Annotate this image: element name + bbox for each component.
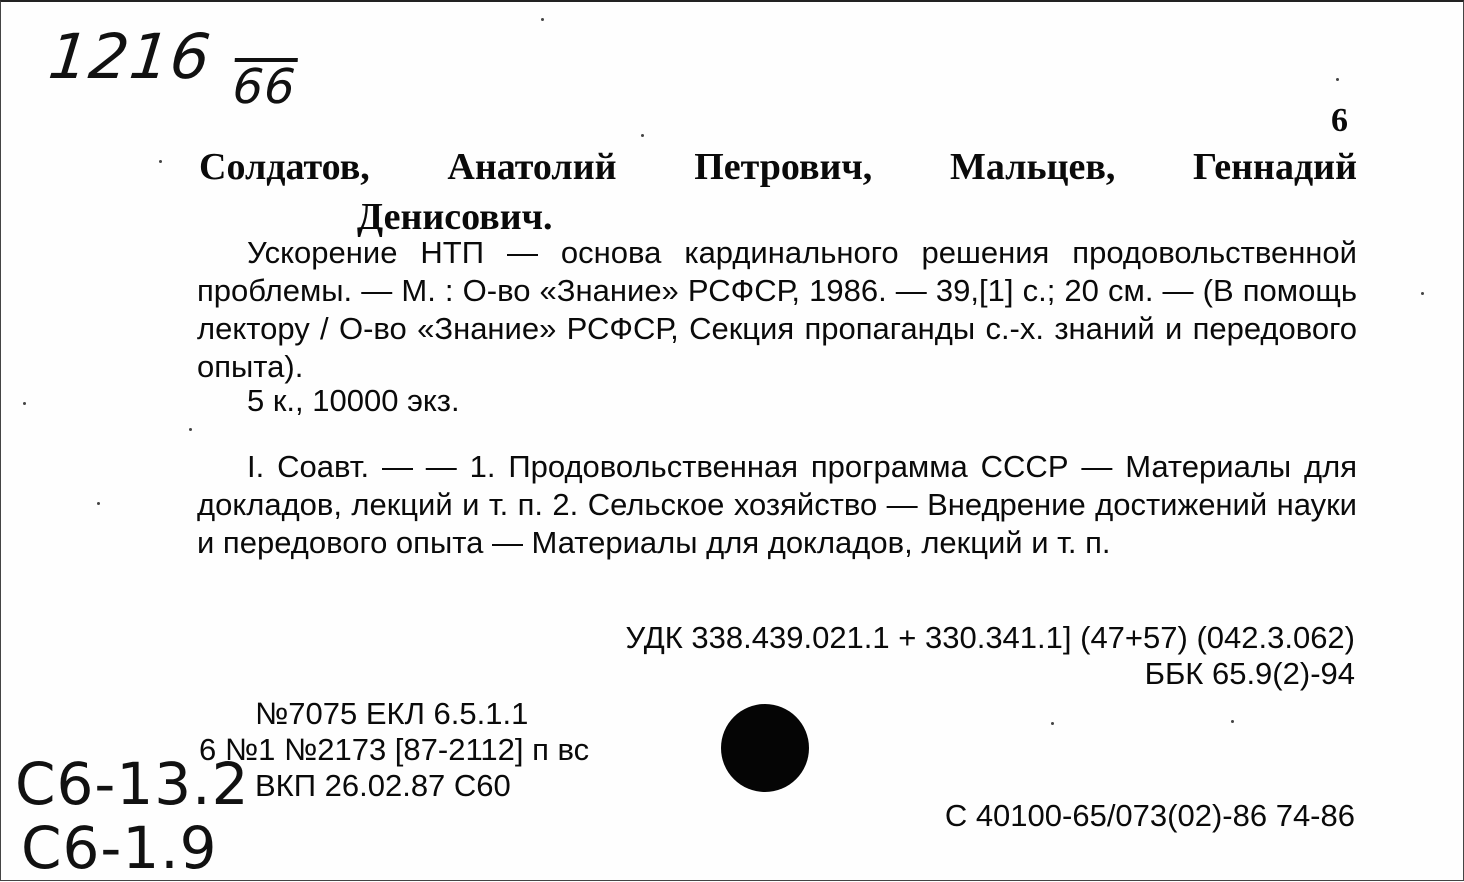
subject-headings: I. Соавт. — — 1. Продовольственная программа СССР — Материалы для докладов, лекций и т. п. 2. Сельское хозяйство — Внедрение достижений науки и передового опыта — Материалы для докладов, лекций и т. п. (197, 449, 1357, 560)
scan-speck (1421, 292, 1424, 295)
author2-patronymic: Денисович. (357, 196, 553, 238)
card-number: 6 (1331, 102, 1348, 139)
scan-speck (1051, 722, 1054, 725)
authors-heading (199, 142, 1357, 242)
scan-speck (97, 502, 100, 505)
tech-line-3: ВКП 26.02.87 С60 (255, 768, 511, 803)
authors-line-1 (199, 142, 1357, 192)
bbk-index: ББК 65.9(2)-94 (1144, 656, 1355, 691)
author2-name: Геннадий (1193, 146, 1357, 188)
scan-speck (189, 428, 192, 431)
author1-surname: Солдатов, (199, 146, 370, 188)
handwritten-shelf-code-2: C6-1.9 (21, 814, 218, 882)
handwritten-inventory-fraction: 66 (230, 59, 298, 115)
author1-name: Анатолий (447, 146, 617, 188)
tech-line-2: 6 №1 №2173 [87-2112] п вс (199, 732, 590, 767)
price-and-print-run: 5 к., 10000 экз. (247, 383, 460, 418)
punch-hole (721, 704, 809, 792)
tech-line-1: №7075 ЕКЛ 6.5.1.1 (255, 696, 529, 731)
scan-speck (159, 160, 162, 163)
udk-index: УДК 338.439.021.1 + 330.341.1] (47+57) (042.3.062) (625, 620, 1355, 655)
author2-surname: Мальцев, (949, 146, 1116, 188)
scan-speck (23, 402, 26, 405)
scan-speck (541, 18, 544, 21)
handwritten-inventory-number: 1216 (45, 20, 215, 93)
scan-speck (1231, 720, 1234, 723)
print-code: С 40100-65/073(02)-86 74-86 (944, 798, 1355, 833)
bibliographic-description: Ускорение НТП — основа кардинального решения продовольственной проблемы. — М. : О-во «Знание» РСФСР, 1986. — 39,[1] с.; 20 см. — (В помощь лектору / О-во «Знание» РСФСР, Секция пропаганды с.-х. знаний и передового опыта). (197, 235, 1357, 384)
scan-speck (641, 134, 644, 137)
scan-speck (1336, 78, 1339, 81)
author1-patronymic: Петрович, (694, 146, 873, 188)
handwritten-shelf-code-1: C6-13.2 (15, 750, 250, 818)
